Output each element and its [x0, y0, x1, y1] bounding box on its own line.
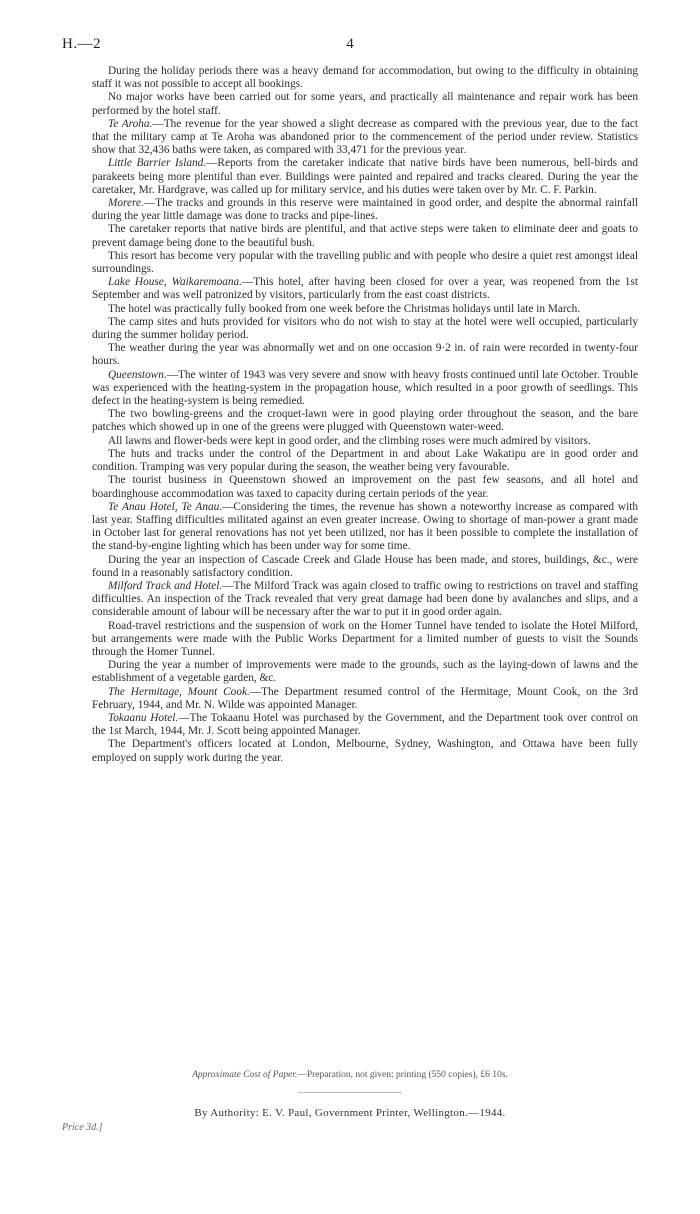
- paragraph: [92, 118, 638, 158]
- paragraph: [92, 712, 638, 738]
- printer-authority: By Authority: E. V. Paul, Government Printer, Wellington.—1944.: [194, 1107, 506, 1119]
- paragraph-text: —The revenue for the year showed a slight decrease as compared with the previous year, due to the fact that the military camp at Te Aroha was abandoned prior to the commencement of the period under review. Statistics show that 32,436 baths were taken, as compared with 33,471 for the previous year.: [92, 117, 639, 157]
- paragraph: [92, 474, 638, 500]
- paragraph: [92, 369, 638, 409]
- paragraph-text: All lawns and flower-beds were kept in good order, and the climbing roses were much admired by visitors.: [108, 434, 591, 447]
- paragraph-lead: The Hermitage, Mount Cook.: [108, 685, 250, 698]
- paragraph-text: The Department's officers located at London, Melbourne, Sydney, Washington, and Ottawa have been fully employed on supply work during the year.: [92, 738, 638, 764]
- paragraph: [92, 408, 638, 434]
- paragraph-text: The weather during the year was abnormally wet and on one occasion 9·2 in. of rain were recorded in twenty-four hours.: [92, 342, 638, 368]
- paragraph-text: The two bowling-greens and the croquet-lawn were in good playing order throughout the season, and the bare patches which showed up in one of the greens were plugged with Queenstown water-weed.: [92, 408, 638, 434]
- paragraph-text: —This hotel, after having been closed for over a year, was reopened from the 1st September and was well patronized by visitors, particularly from the east coast districts.: [92, 276, 638, 302]
- paragraph-lead: Tokaanu Hotel.: [108, 711, 179, 724]
- paragraph-text: —The winter of 1943 was very severe and snow with heavy frosts continued until late October. Trouble was experienced with the heating-system in the propagation house, which resulted in a poor growth of seedlings. This defect in the heating-system is being remedied.: [92, 368, 638, 408]
- paragraph: [92, 686, 638, 712]
- paragraph-lead: Lake House, Waikaremoana.: [108, 276, 242, 289]
- cost-note: [0, 1070, 700, 1080]
- footer-divider: [298, 1092, 402, 1093]
- paragraph-text: This resort has become very popular with the travelling public and with people who desire a quiet rest amongst ideal surroundings.: [92, 249, 638, 276]
- price-note: Price 3d.]: [62, 1122, 103, 1133]
- paragraph-lead: Little Barrier Island.: [108, 157, 207, 170]
- paragraph-lead: Queenstown.: [108, 368, 167, 381]
- paragraph: [92, 554, 638, 580]
- paragraph-text: —The Department resumed control of the Hermitage, Mount Cook, on the 3rd February, 1944, and Mr. N. Wilde was appointed Manager.: [92, 685, 638, 711]
- paragraph-lead: Te Anau Hotel, Te Anau.: [108, 500, 223, 513]
- paragraph-text: The huts and tracks under the control of the Department in and about Lake Wakatipu are in good order and condition. Tramping was very popular during the season, the weather being very favourable.: [92, 447, 638, 474]
- paragraph: [92, 435, 638, 448]
- paragraph-text: —The tracks and grounds in this reserve were maintained in good order, and despite the abnormal rainfall during the year little damage was done to tracks and pipe-lines.: [92, 197, 638, 223]
- paragraph: [92, 250, 638, 276]
- paragraph: [92, 223, 638, 249]
- paragraph: [92, 65, 638, 91]
- paragraph: [92, 620, 638, 660]
- page-number: 4: [346, 36, 354, 52]
- paragraph-text: The hotel was practically fully booked from one week before the Christmas holidays until late in March.: [108, 302, 581, 315]
- cost-note-lead: Approximate Cost of Paper.: [192, 1070, 298, 1080]
- paragraph-text: Road-travel restrictions and the suspension of work on the Homer Tunnel have tended to isolate the Hotel Milford, but arrangements were made with the Public Works Department for a limited number of guests to visit the Sounds through the Homer Tunnel.: [92, 619, 638, 658]
- paragraph-text: The tourist business in Queenstown showed an improvement on the past few seasons, and all hotel and boardinghouse accommodation was taxed to capacity during certain periods of the year.: [92, 474, 638, 500]
- paragraph: [92, 501, 638, 554]
- cost-note-text: —Preparation, not given; printing (550 copies), £6 10s.: [297, 1070, 508, 1080]
- paragraph-text: The camp sites and huts provided for visitors who do not wish to stay at the hotel were well occupied, particularly during the summer holiday period.: [92, 315, 638, 342]
- report-body: [92, 65, 638, 765]
- paragraph: [92, 157, 638, 197]
- paragraph-text: —Considering the times, the revenue has shown a noteworthy increase as compared with last year. Staffing difficulties militated against an even greater increase. Owing to shortage of man-power a grant made in October last for general renovations has not yet been utilized, nor has it been possible to complete the installation of the stand-by-engine lighting which has been under way for some time.: [92, 500, 638, 553]
- paragraph-lead: Milford Track and Hotel.: [108, 579, 223, 592]
- paragraph-text: During the year an inspection of Cascade Creek and Glade House has been made, and stores, buildings, &c., were found in a reasonably satisfactory condition.: [92, 553, 638, 579]
- paragraph: [92, 659, 638, 685]
- paragraph: [92, 197, 638, 223]
- paragraph-text: During the holiday periods there was a heavy demand for accommodation, but owing to the difficulty in obtaining staff it was not possible to accept all bookings.: [92, 65, 638, 91]
- paragraph: [92, 580, 638, 620]
- paragraph-text: —Reports from the caretaker indicate that native birds have been numerous, bell-birds and parakeets being more plentiful than ever. Buildings were painted and repaired and tracks cleared. During the year the caretaker, Mr. Hardgrave, was called up for military service, and his duties were taken over by Mr. C. F. Parkin.: [92, 157, 638, 196]
- paragraph: [92, 738, 638, 764]
- paragraph: [92, 342, 638, 368]
- paragraph: [92, 316, 638, 342]
- paragraph: [92, 303, 638, 316]
- paragraph-text: The caretaker reports that native birds are plentiful, and that active steps were taken to eliminate deer and goats to prevent damage being done to the beautiful bush.: [92, 223, 638, 249]
- page-header: [62, 36, 638, 56]
- document-reference: H.—2: [62, 36, 102, 52]
- paragraph-text: —The Tokaanu Hotel was purchased by the Government, and the Department took over control on the 1st March, 1944, Mr. J. Scott being appointed Manager.: [92, 711, 638, 738]
- paragraph-lead: Morere.: [108, 197, 144, 210]
- paragraph-text: —The Milford Track was again closed to traffic owing to restrictions on travel and staffing difficulties. An inspection of the Track revealed that very great damage had been done by avalanches and slips, and a considerable amount of labour will be necessary after the war to put it in good order again.: [92, 579, 638, 619]
- paragraph: [92, 91, 638, 117]
- paragraph-lead: Te Aroha.: [108, 117, 153, 130]
- paragraph-text: During the year a number of improvements were made to the grounds, such as the laying-down of lawns and the establishment of a vegetable garden, &c.: [92, 659, 638, 685]
- paragraph: [92, 448, 638, 474]
- paragraph-text: No major works have been carried out for some years, and practically all maintenance and repair work has been performed by the hotel staff.: [92, 91, 638, 117]
- paragraph: [92, 276, 638, 302]
